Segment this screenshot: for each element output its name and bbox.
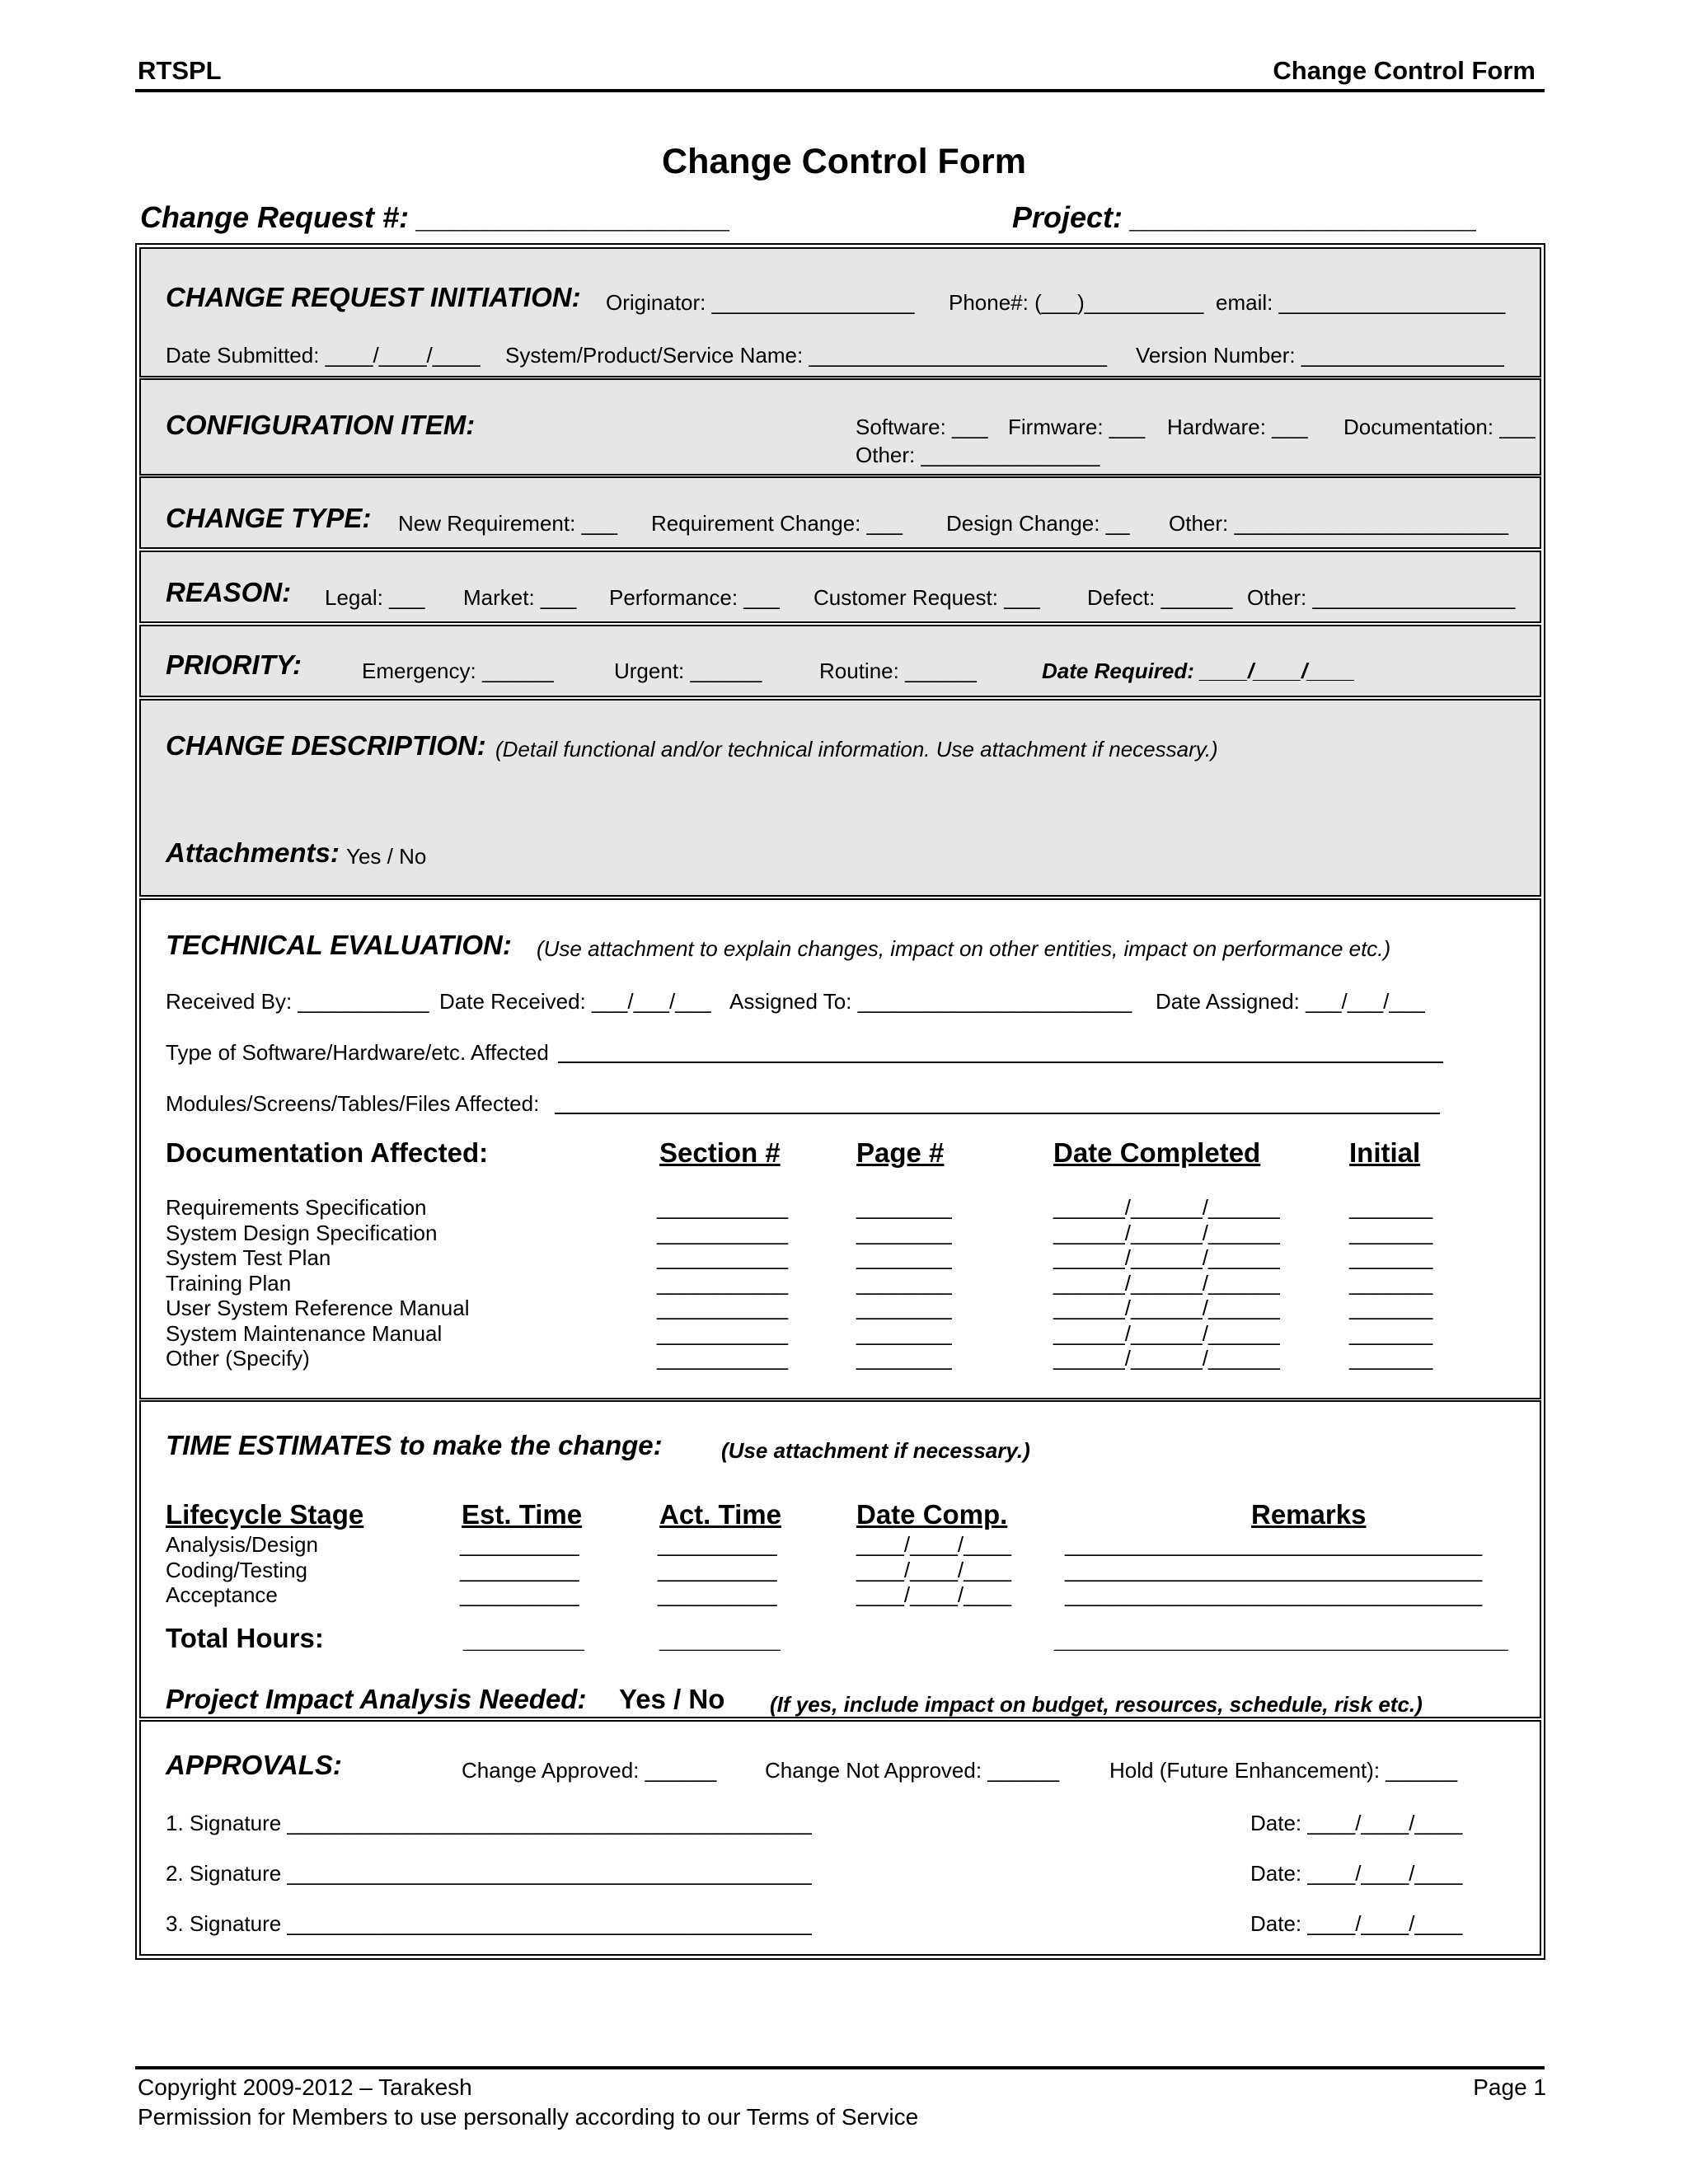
section-blank[interactable]: ___________	[657, 1296, 789, 1320]
initial-blank[interactable]: _______	[1349, 1270, 1433, 1296]
change-type-heading: CHANGE TYPE:	[166, 503, 372, 533]
col-lifecycle-stage: Lifecycle Stage	[166, 1499, 364, 1530]
doc-item: System Design Specification	[166, 1220, 438, 1245]
datecomp-blank[interactable]: ____/____/____	[856, 1557, 1011, 1582]
customer-request-field[interactable]: Customer Request: ___	[814, 585, 1040, 610]
date-blank[interactable]: ______/______/______	[1053, 1245, 1280, 1270]
reason-heading: REASON:	[166, 577, 292, 607]
requirement-change-field[interactable]: Requirement Change: ___	[651, 511, 903, 536]
section-blank[interactable]: ___________	[657, 1346, 789, 1371]
date-blank[interactable]: ______/______/______	[1053, 1320, 1280, 1346]
date-blank[interactable]: ______/______/______	[1053, 1195, 1280, 1220]
section-time	[139, 1400, 1541, 1718]
approvals-heading: APPROVALS:	[166, 1750, 342, 1780]
date-blank[interactable]: ______/______/______	[1053, 1270, 1280, 1296]
footer-rule	[135, 2066, 1545, 2069]
col-page: Page #	[856, 1137, 945, 1168]
legal-field[interactable]: Legal: ___	[325, 585, 425, 610]
remarks-blank[interactable]: ___________________________________	[1065, 1532, 1483, 1557]
impact-value[interactable]: Yes / No	[619, 1684, 725, 1714]
project-field[interactable]: Project: _____________________	[1012, 200, 1478, 234]
section-technical	[139, 898, 1541, 1399]
date-blank[interactable]: ______/______/______	[1053, 1296, 1280, 1320]
initial-blank[interactable]: _______	[1349, 1320, 1433, 1346]
assigned-to-field[interactable]: Assigned To: _______________________	[729, 989, 1132, 1014]
section-configuration	[139, 378, 1541, 476]
page-blank[interactable]: ________	[856, 1346, 952, 1371]
emergency-field[interactable]: Emergency: ______	[362, 658, 554, 683]
documentation-field[interactable]: Documentation: ___	[1343, 415, 1536, 439]
total-hours-label: Total Hours:	[166, 1623, 324, 1653]
footer-page-number: Page 1	[1473, 2074, 1546, 2100]
section-blank[interactable]: ___________	[657, 1245, 789, 1270]
originator-field[interactable]: Originator: _________________	[606, 290, 915, 315]
act-blank[interactable]: __________	[658, 1557, 777, 1582]
remarks-blank[interactable]: ___________________________________	[1065, 1582, 1483, 1607]
section-reason	[139, 551, 1541, 623]
doc-item: Other (Specify)	[166, 1346, 310, 1371]
est-blank[interactable]: __________	[460, 1532, 579, 1557]
page-title: Change Control Form	[662, 142, 1026, 181]
signature-3[interactable]: 3. Signature ____________________________________________	[166, 1911, 812, 1936]
col-initial: Initial	[1349, 1137, 1421, 1168]
description-heading: CHANGE DESCRIPTION:	[166, 730, 486, 761]
header-org: RTSPL	[138, 56, 222, 85]
system-name-field[interactable]: System/Product/Service Name: _________________________	[505, 343, 1107, 368]
initial-blank[interactable]: _______	[1349, 1245, 1433, 1270]
section-approvals	[139, 1720, 1541, 1956]
col-date-completed: Date Completed	[1053, 1137, 1261, 1168]
page-blank[interactable]: ________	[856, 1245, 952, 1270]
initial-blank[interactable]: _______	[1349, 1346, 1433, 1371]
col-section: Section #	[659, 1137, 781, 1168]
col-date-comp: Date Comp.	[856, 1499, 1008, 1530]
signature-3-date[interactable]: Date: ____/____/____	[1250, 1911, 1463, 1936]
software-field[interactable]: Software: ___	[856, 415, 988, 439]
defect-field[interactable]: Defect: ______	[1087, 585, 1233, 610]
doc-item: System Maintenance Manual	[166, 1320, 443, 1346]
date-blanks[interactable]	[1053, 1195, 1280, 1371]
firmware-field[interactable]: Firmware: ___	[1008, 415, 1146, 439]
doc-item: System Test Plan	[166, 1245, 331, 1270]
doc-item: Training Plan	[166, 1270, 292, 1296]
page-blank[interactable]: ________	[856, 1320, 952, 1346]
footer-permission: Permission for Members to use personally according to our Terms of Service	[138, 2104, 919, 2130]
signature-1[interactable]: 1. Signature ____________________________________________	[166, 1811, 812, 1835]
date-blank[interactable]: ______/______/______	[1053, 1346, 1280, 1371]
act-blank[interactable]: __________	[658, 1532, 777, 1557]
design-change-field[interactable]: Design Change: __	[946, 511, 1130, 536]
initial-blanks[interactable]	[1349, 1195, 1432, 1371]
type-affected-label: Type of Software/Hardware/etc. Affected	[166, 1040, 549, 1065]
new-requirement-field[interactable]: New Requirement: ___	[398, 511, 617, 536]
datecomp-blank[interactable]: ____/____/____	[856, 1532, 1011, 1557]
initial-blank[interactable]: _______	[1349, 1296, 1433, 1320]
stage-item: Coding/Testing	[166, 1557, 307, 1582]
email-field[interactable]: email: ___________________	[1216, 290, 1506, 315]
config-other-field[interactable]: Other: _______________	[856, 443, 1100, 467]
date-assigned-field[interactable]: Date Assigned: ___/___/___	[1156, 989, 1425, 1014]
section-blank[interactable]: ___________	[657, 1195, 789, 1220]
col-remarks: Remarks	[1251, 1499, 1367, 1530]
doc-item: User System Reference Manual	[166, 1296, 470, 1320]
modules-affected-line[interactable]	[555, 1113, 1440, 1114]
change-type-other-field[interactable]: Other: _______________________	[1169, 511, 1509, 536]
routine-field[interactable]: Routine: ______	[819, 658, 977, 683]
doc-affected-heading: Documentation Affected:	[166, 1137, 489, 1168]
priority-heading: PRIORITY:	[166, 649, 302, 680]
modules-affected-label: Modules/Screens/Tables/Files Affected:	[166, 1091, 540, 1116]
impact-label: Project Impact Analysis Needed:	[166, 1684, 587, 1714]
signature-2[interactable]: 2. Signature ____________________________________________	[166, 1861, 812, 1886]
page-blank[interactable]: ________	[856, 1270, 952, 1296]
datecomp-blanks[interactable]	[856, 1532, 1011, 1608]
description-hint: (Detail functional and/or technical information. Use attachment if necessary.)	[495, 737, 1218, 762]
page-blank[interactable]: ________	[856, 1195, 952, 1220]
attachments-value[interactable]: Yes / No	[346, 844, 427, 869]
technical-hint: (Use attachment to explain changes, impact on other entities, impact on performance etc.)	[537, 936, 1391, 961]
header-doc-title: Change Control Form	[1273, 56, 1536, 85]
attachments-label: Attachments:	[166, 837, 340, 868]
remarks-blank[interactable]: ___________________________________	[1065, 1557, 1483, 1582]
section-change-type	[139, 476, 1541, 549]
page-blanks[interactable]	[856, 1195, 952, 1371]
signature-1-date[interactable]: Date: ____/____/____	[1250, 1811, 1463, 1835]
received-by-field[interactable]: Received By: ___________	[166, 989, 429, 1014]
time-hint: (Use attachment if necessary.)	[721, 1438, 1030, 1463]
section-description	[139, 699, 1541, 897]
initial-blank[interactable]: _______	[1349, 1220, 1433, 1245]
col-est-time: Est. Time	[462, 1499, 583, 1530]
phone-field[interactable]: Phone#: (___)__________	[949, 290, 1204, 315]
section-initiation	[139, 247, 1541, 377]
urgent-field[interactable]: Urgent: ______	[614, 658, 762, 683]
initiation-heading: CHANGE REQUEST INITIATION:	[166, 282, 581, 312]
configuration-heading: CONFIGURATION ITEM:	[166, 410, 476, 440]
technical-heading: TECHNICAL EVALUATION:	[166, 930, 512, 960]
section-blank[interactable]: ___________	[657, 1320, 789, 1346]
section-priority	[139, 625, 1541, 697]
doc-list	[166, 1195, 469, 1371]
header-rule	[135, 89, 1545, 92]
est-blank[interactable]: __________	[460, 1582, 579, 1607]
change-not-approved-field[interactable]: Change Not Approved: ______	[765, 1758, 1060, 1783]
total-est-blank[interactable]: ________	[463, 1623, 584, 1653]
section-blank[interactable]: ___________	[657, 1220, 789, 1245]
date-required-field[interactable]: Date Required: ____/____/____	[1042, 658, 1356, 683]
initial-blank[interactable]: _______	[1349, 1195, 1433, 1220]
est-blank[interactable]: __________	[460, 1557, 579, 1582]
change-request-field[interactable]: Change Request #: ___________________	[140, 200, 731, 234]
doc-item: Requirements Specification	[166, 1195, 427, 1220]
col-act-time: Act. Time	[659, 1499, 781, 1530]
act-blank[interactable]: __________	[658, 1582, 777, 1607]
hardware-field[interactable]: Hardware: ___	[1167, 415, 1308, 439]
performance-field[interactable]: Performance: ___	[609, 585, 780, 610]
stage-list	[166, 1532, 318, 1608]
time-heading: TIME ESTIMATES to make the change:	[166, 1430, 663, 1460]
impact-hint: (If yes, include impact on budget, resources, schedule, risk etc.)	[770, 1692, 1423, 1717]
stage-item: Acceptance	[166, 1582, 278, 1607]
total-remarks-blank[interactable]: ______________________________	[1054, 1623, 1508, 1653]
stage-item: Analysis/Design	[166, 1532, 318, 1557]
date-blank[interactable]: ______/______/______	[1053, 1220, 1280, 1245]
date-submitted-field[interactable]: Date Submitted: ____/____/____	[166, 343, 481, 368]
reason-other-field[interactable]: Other: _________________	[1247, 585, 1516, 610]
footer-copyright: Copyright 2009-2012 – Tarakesh	[138, 2074, 472, 2100]
page-blank[interactable]: ________	[856, 1296, 952, 1320]
hold-field[interactable]: Hold (Future Enhancement): ______	[1109, 1758, 1458, 1783]
date-received-field[interactable]: Date Received: ___/___/___	[439, 989, 711, 1014]
type-affected-line[interactable]	[558, 1062, 1443, 1063]
page-blank[interactable]: ________	[856, 1220, 952, 1245]
act-blanks[interactable]	[658, 1532, 777, 1608]
est-blanks[interactable]	[460, 1532, 579, 1608]
total-act-blank[interactable]: ________	[659, 1623, 781, 1653]
section-blank[interactable]: ___________	[657, 1270, 789, 1296]
datecomp-blank[interactable]: ____/____/____	[856, 1582, 1011, 1607]
version-field[interactable]: Version Number: _________________	[1136, 343, 1504, 368]
section-blanks[interactable]	[657, 1195, 788, 1371]
remarks-blanks[interactable]	[1065, 1532, 1482, 1608]
change-approved-field[interactable]: Change Approved: ______	[462, 1758, 717, 1783]
signature-2-date[interactable]: Date: ____/____/____	[1250, 1861, 1463, 1886]
market-field[interactable]: Market: ___	[463, 585, 577, 610]
